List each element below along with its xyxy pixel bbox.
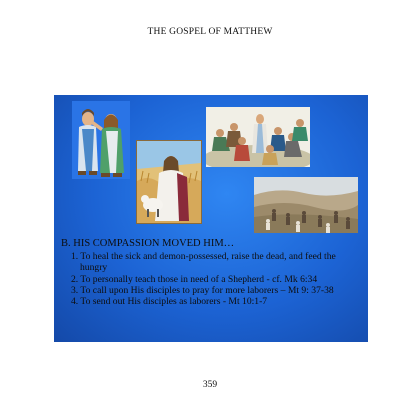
- points-list: [61, 251, 365, 307]
- list-item: 1. To heal the sick and demon-possessed, raise the dead, and feed the hungry: [71, 251, 336, 274]
- harvest-illustration: [136, 140, 202, 224]
- page-number: 359: [202, 380, 218, 390]
- list-item: 4. To send out His disciples as laborers - Mt 10:1-7: [71, 296, 268, 308]
- section-heading: B. HIS COMPASSION MOVED HIM…: [61, 238, 235, 249]
- slide-text: [61, 238, 365, 307]
- healing-illustration: [72, 101, 130, 179]
- fields-illustration: [254, 177, 358, 233]
- list-item: 3. To call upon His disciples to pray for more laborers – Mt 9: 37-38: [71, 284, 334, 296]
- page-header: THE GOSPEL OF MATTHEW: [147, 27, 273, 37]
- list-item: 2. To personally teach those in need of a Shepherd - cf. Mk 6:34: [71, 273, 318, 285]
- teaching-illustration: [206, 107, 310, 167]
- slide: [54, 95, 368, 342]
